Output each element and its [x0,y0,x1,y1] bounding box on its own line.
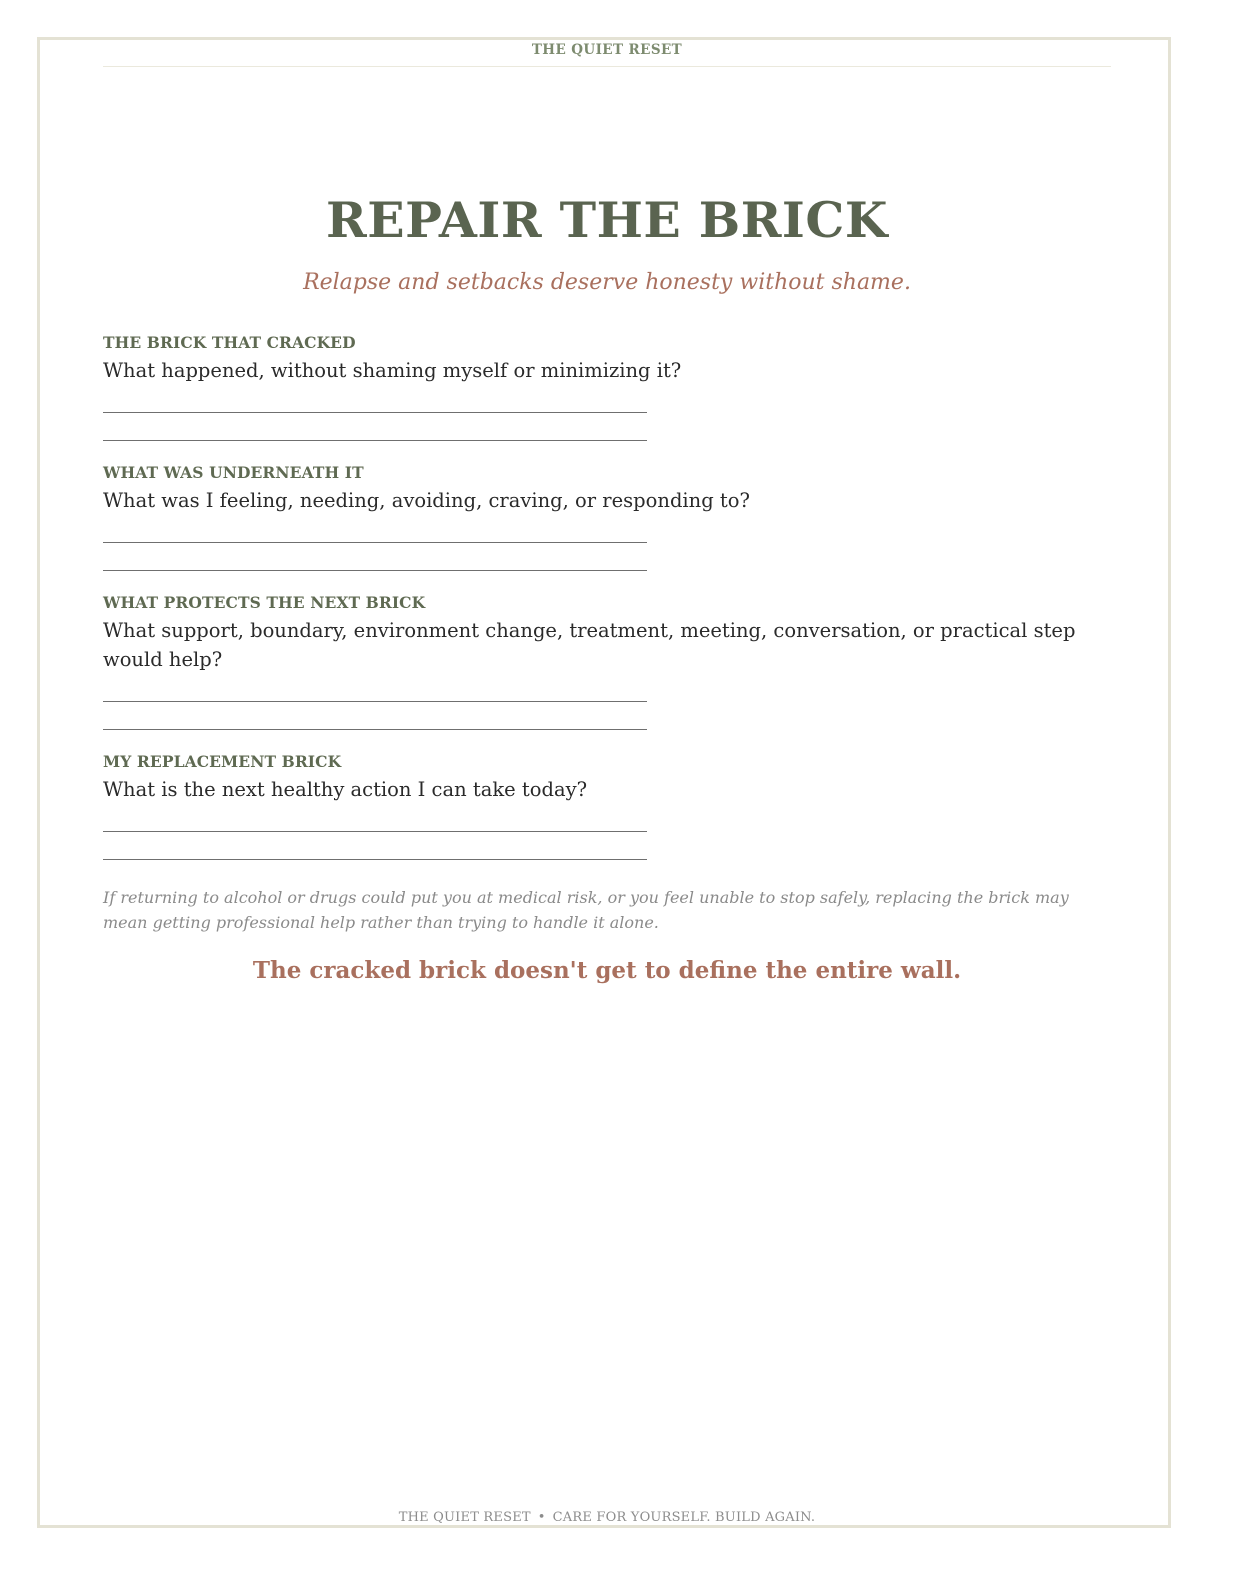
closing-statement: The cracked brick doesn't get to define the entire wall. [252,957,962,984]
writing-line [103,701,647,702]
section-label: WHAT WAS UNDERNEATH IT [103,463,364,482]
section-what-was-underneath [103,462,1111,571]
footer-separator: • [537,1510,546,1525]
header-brand: THE QUIET RESET [531,42,683,58]
writing-line [103,729,647,730]
page-subtitle: Relapse and setbacks deserve honesty without shame. [303,270,911,295]
section-brick-that-cracked [103,332,1111,441]
section-question: What support, boundary, environment change, treatment, meeting, conversation, or practical step would help? [103,619,1076,671]
writing-line [103,412,647,413]
section-label: THE BRICK THAT CRACKED [103,333,356,352]
writing-line [103,570,647,571]
footer-brand: THE QUIET RESET [398,1510,531,1525]
writing-line [103,831,647,832]
safety-note: If returning to alcohol or drugs could put you at medical risk, or you feel unable to stop safely, replacing the brick may mean getting professional help rather than trying to handle it alone. [103,888,1069,932]
section-label: MY REPLACEMENT BRICK [103,752,342,771]
section-question: What is the next healthy action I can take today? [103,778,588,801]
section-label: WHAT PROTECTS THE NEXT BRICK [103,593,426,612]
footer-tagline: CARE FOR YOURSELF. BUILD AGAIN. [552,1510,816,1525]
writing-line [103,440,647,441]
page-header [103,38,1111,67]
section-protects-next-brick [103,592,1111,730]
section-replacement-brick [103,751,1111,860]
writing-line [103,542,647,543]
section-question: What happened, without shaming myself or minimizing it? [103,359,682,382]
section-question: What was I feeling, needing, avoiding, craving, or responding to? [103,489,750,512]
page-title: REPAIR THE BRICK [326,191,888,249]
writing-line [103,859,647,860]
page-footer [103,1508,1111,1528]
